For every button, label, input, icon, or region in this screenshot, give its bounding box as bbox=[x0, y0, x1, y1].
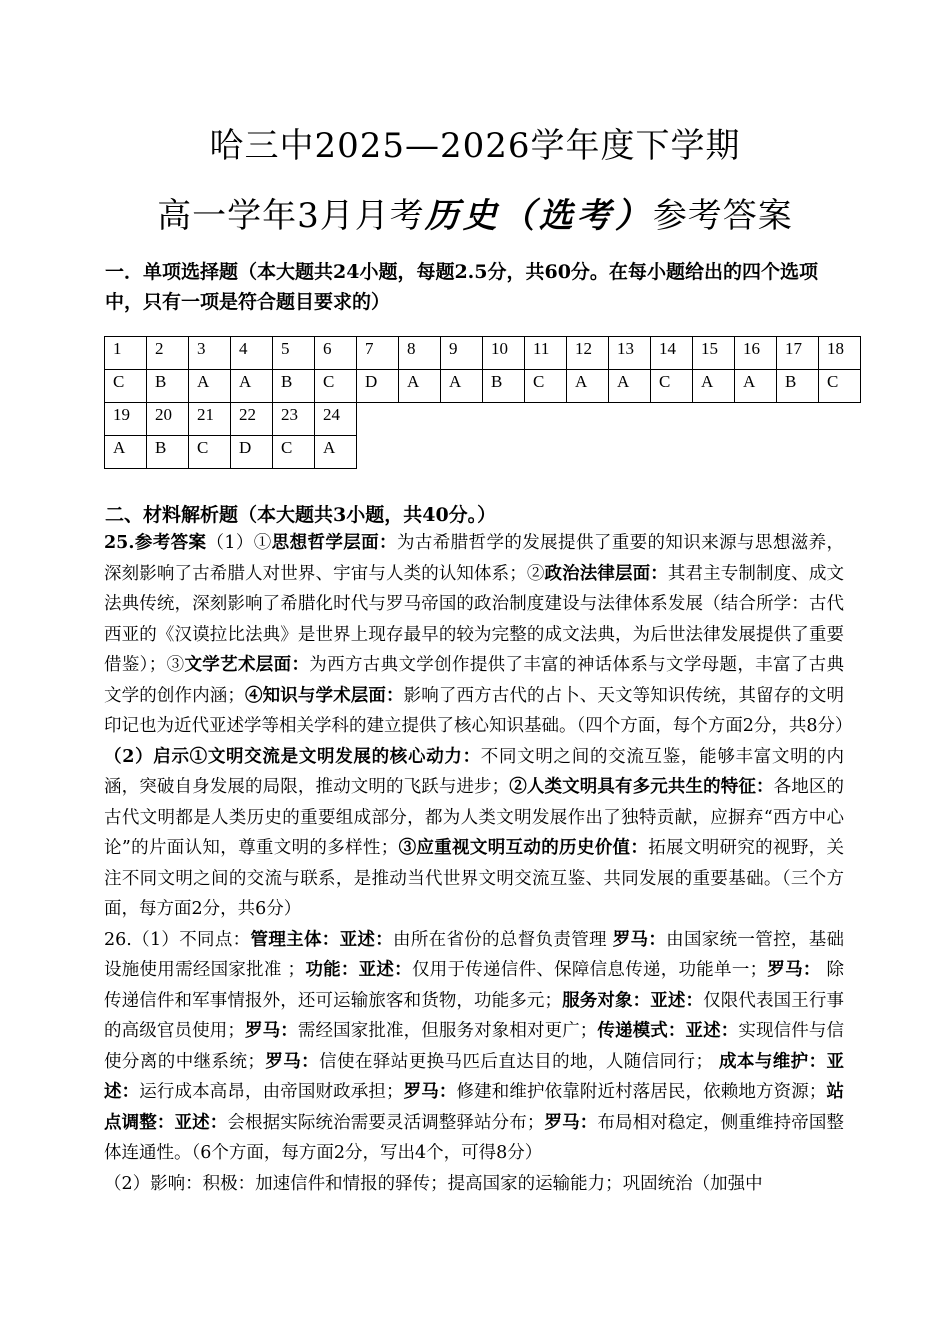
answer-row-numbers-2 bbox=[105, 403, 861, 436]
body-text: 会根据实际统治需要灵活调整驿站分布； bbox=[227, 1112, 545, 1133]
empty-cell bbox=[735, 403, 777, 436]
bold-text: 服务对象：亚述： bbox=[562, 990, 704, 1011]
answer-letter-cell: B bbox=[273, 370, 315, 403]
body-text: 不同文明之间的交流互鉴，能够丰富文明的内涵，突破自身发展的局限，推动文明的飞跃与进步； bbox=[104, 746, 844, 797]
bold-text: （2）启示①文明交流是文明发展的核心动力： bbox=[104, 746, 481, 767]
question-number-cell: 20 bbox=[147, 403, 189, 436]
empty-cell bbox=[441, 403, 483, 436]
empty-cell bbox=[441, 436, 483, 469]
answer-letter-cell: D bbox=[357, 370, 399, 403]
empty-cell bbox=[399, 403, 441, 436]
body-text: 为西方古典文学创作提供了丰富的神话体系与文学母题，丰富了古典文学的创作内涵； bbox=[104, 655, 845, 706]
question-number-cell: 19 bbox=[105, 403, 147, 436]
empty-cell bbox=[483, 403, 525, 436]
question-number-cell: 11 bbox=[525, 337, 567, 370]
answer-letter-cell: C bbox=[651, 370, 693, 403]
empty-cell bbox=[651, 436, 693, 469]
empty-cell bbox=[651, 403, 693, 436]
body-text: 布局相对稳定，侧重维持帝国整体连通性。（6个方面，每方面2分，写出4个，可得8分） bbox=[104, 1112, 845, 1163]
answer-letter-cell: C bbox=[105, 370, 147, 403]
answer-letter-cell: B bbox=[483, 370, 525, 403]
empty-cell bbox=[357, 436, 399, 469]
question-number-cell: 8 bbox=[399, 337, 441, 370]
q26-part2 bbox=[104, 1169, 844, 1200]
answer-letter-cell: B bbox=[147, 370, 189, 403]
title-subject: 历史（选考） bbox=[424, 196, 653, 236]
q26-part1 bbox=[104, 925, 844, 1169]
empty-cell bbox=[609, 436, 651, 469]
bold-text: 思想哲学层面： bbox=[271, 533, 397, 553]
empty-cell bbox=[357, 403, 399, 436]
question-number-cell: 18 bbox=[819, 337, 861, 370]
section1-heading: 一．单项选择题（本大题共24小题，每题2.5分，共60分。在每小题给出的四个选项中，只有一项是符合题目要求的） bbox=[105, 261, 818, 313]
body-text: 运行成本高昂，由帝国财政承担； bbox=[139, 1082, 404, 1102]
answer-row-letters-1 bbox=[105, 370, 861, 403]
answer-letter-cell: B bbox=[147, 436, 189, 469]
answer-letter-cell: A bbox=[609, 370, 651, 403]
question-number-cell: 23 bbox=[273, 403, 315, 436]
body-text: 仅用于传递信件、保障信息传递，功能单一； bbox=[411, 960, 768, 980]
bold-text: 功能：亚述： bbox=[305, 960, 412, 980]
empty-cell bbox=[567, 403, 609, 436]
body-text: 影响了西方古代的占卜、天文等知识传统，其留存的文明印记也为近代亚述学等相关学科的建立提供了核心知识基础。（四个方面，每个方面2分，共8分） bbox=[104, 685, 853, 736]
bold-text: 罗马： bbox=[264, 1051, 320, 1072]
answer-letter-cell: C bbox=[819, 370, 861, 403]
empty-cell bbox=[483, 436, 525, 469]
answer-letter-cell: C bbox=[315, 370, 357, 403]
body-text: 由所在省份的总督负责管理 bbox=[393, 929, 613, 950]
question-number-cell: 7 bbox=[357, 337, 399, 370]
page-title-line2 bbox=[0, 188, 950, 237]
question-number-cell: 22 bbox=[231, 403, 273, 436]
title-prefix: 高一学年3月月考 bbox=[157, 196, 425, 236]
bold-text: 罗马： bbox=[544, 1112, 598, 1133]
empty-cell bbox=[567, 436, 609, 469]
body-text: 仅限代表国王行事的高级官员使用； bbox=[104, 990, 845, 1041]
body-text: 修建和维护依靠附近村落居民，依赖地方资源； bbox=[456, 1082, 827, 1102]
bold-text: 站点调整：亚述： bbox=[104, 1082, 845, 1133]
question-number-cell: 10 bbox=[483, 337, 525, 370]
question-number-cell: 21 bbox=[189, 403, 231, 436]
question-number-cell: 17 bbox=[777, 337, 819, 370]
question-number-cell: 6 bbox=[315, 337, 357, 370]
bold-text: ④知识与学术层面： bbox=[244, 685, 404, 706]
body-text: 需经国家批准，但服务对象相对更广； bbox=[297, 1021, 598, 1041]
empty-cell bbox=[777, 436, 819, 469]
question-number-cell: 24 bbox=[315, 403, 357, 436]
empty-cell bbox=[525, 403, 567, 436]
answer-letter-cell: A bbox=[567, 370, 609, 403]
bold-text: 管理主体：亚述： bbox=[250, 929, 394, 950]
empty-cell bbox=[735, 436, 777, 469]
page-title-line1: 哈三中2025—2026学年度下学期 bbox=[209, 126, 741, 166]
answer-table bbox=[104, 336, 861, 469]
question-number-cell: 9 bbox=[441, 337, 483, 370]
answer-letter-cell: A bbox=[693, 370, 735, 403]
empty-cell bbox=[819, 403, 861, 436]
bold-text: 成本与维护：亚述： bbox=[104, 1051, 845, 1102]
bold-text: ③应重视文明互动的历史价值： bbox=[398, 838, 649, 858]
empty-cell bbox=[399, 436, 441, 469]
answer-letter-cell: C bbox=[525, 370, 567, 403]
answer-letter-cell: A bbox=[315, 436, 357, 469]
bold-text: 罗马： bbox=[403, 1082, 457, 1102]
answer-letter-cell: A bbox=[105, 436, 147, 469]
bold-text: 25.参考答案 bbox=[104, 533, 207, 553]
question-number-cell: 1 bbox=[105, 337, 147, 370]
question-number-cell: 12 bbox=[567, 337, 609, 370]
answer-letter-cell: A bbox=[231, 370, 273, 403]
question-number-cell: 15 bbox=[693, 337, 735, 370]
title-suffix: 参考答案 bbox=[652, 196, 793, 236]
body-text: 信使在驿站更换马匹后直达目的地，人随信同行； bbox=[319, 1051, 719, 1072]
empty-cell bbox=[777, 403, 819, 436]
answer-letter-cell: B bbox=[777, 370, 819, 403]
answer-row-letters-2 bbox=[105, 436, 861, 469]
answer-letter-cell: A bbox=[441, 370, 483, 403]
body-text: 实现信件与信使分离的中继系统； bbox=[104, 1021, 845, 1072]
q25-part2 bbox=[104, 742, 844, 925]
bold-text: 罗马： bbox=[767, 960, 821, 980]
bold-text: 政治法律层面： bbox=[544, 563, 668, 584]
answer-body bbox=[104, 528, 853, 1199]
bold-text: 文学艺术层面： bbox=[184, 655, 310, 675]
answer-letter-cell: A bbox=[399, 370, 441, 403]
body-text: 除传递信件和军事情报外，还可运输旅客和货物，功能多元； bbox=[104, 960, 845, 1011]
empty-cell bbox=[525, 436, 567, 469]
answer-letter-cell: A bbox=[735, 370, 777, 403]
question-number-cell: 3 bbox=[189, 337, 231, 370]
question-number-cell: 2 bbox=[147, 337, 189, 370]
answer-letter-cell: A bbox=[189, 370, 231, 403]
bold-text: 罗马： bbox=[244, 1021, 298, 1041]
empty-cell bbox=[609, 403, 651, 436]
question-number-cell: 16 bbox=[735, 337, 777, 370]
answer-letter-cell: C bbox=[273, 436, 315, 469]
answer-row-numbers-1 bbox=[105, 337, 861, 370]
body-text: 26.（1）不同点： bbox=[104, 929, 251, 950]
empty-cell bbox=[693, 403, 735, 436]
body-text: 由国家统一管控，基础设施使用需经国家批准 ； bbox=[104, 929, 845, 980]
body-text: 为古希腊哲学的发展提供了重要的知识来源与思想滋养，深刻影响了古希腊人对世界、宇宙与人类的认知体系；② bbox=[104, 533, 845, 584]
section2-heading: 二、材料解析题（本大题共3小题，共40分。） bbox=[105, 504, 497, 526]
bold-text: 传递模式：亚述： bbox=[597, 1021, 739, 1041]
body-text: （1）① bbox=[206, 533, 272, 553]
body-text: 其君主专制制度、成文法典传统，深刻影响了希腊化时代与罗马帝国的政治制度建设与法律体系发展（结合所学：古代西亚的《汉谟拉比法典》是世界上现存最早的较为完整的成文法典，为后世法律发展提供了重要借鉴）；③ bbox=[104, 563, 845, 675]
body-text: 拓展文明研究的视野，关注不同文明之间的交流与联系，是推动当代世界文明交流互鉴、共同发展的重要基础。（三个方面，每方面2分，共6分） bbox=[104, 838, 845, 919]
answer-letter-cell: D bbox=[231, 436, 273, 469]
empty-cell bbox=[819, 436, 861, 469]
q25-part1 bbox=[104, 528, 853, 742]
question-number-cell: 5 bbox=[273, 337, 315, 370]
empty-cell bbox=[693, 436, 735, 469]
bold-text: ②人类文明具有多元共生的特征： bbox=[509, 777, 774, 797]
bold-text: 罗马： bbox=[612, 929, 667, 950]
question-number-cell: 13 bbox=[609, 337, 651, 370]
body-text: 各地区的古代文明都是人类历史的重要组成部分，都为人类文明发展作出了独特贡献，应摒弃“西方中心论”的片面认知，尊重文明的多样性； bbox=[104, 777, 845, 858]
answer-letter-cell: C bbox=[189, 436, 231, 469]
question-number-cell: 14 bbox=[651, 337, 693, 370]
question-number-cell: 4 bbox=[231, 337, 273, 370]
body-text: （2）影响：积极：加速信件和情报的驿传；提高国家的运输能力；巩固统治（加强中 bbox=[104, 1173, 763, 1194]
